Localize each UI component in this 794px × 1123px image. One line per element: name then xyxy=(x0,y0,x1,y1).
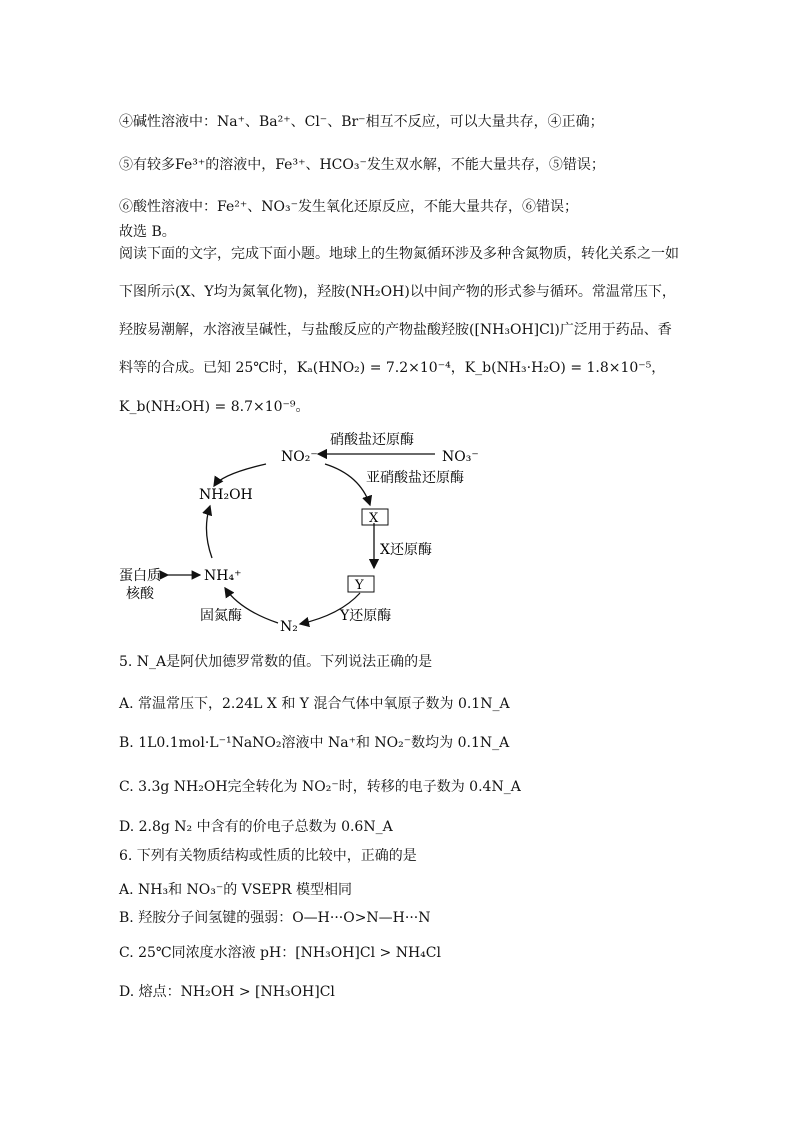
explanation-line-4: ④碱性溶液中：Na⁺、Ba²⁺、Cl⁻、Br⁻相互不反应，可以大量共存，④正确； xyxy=(119,114,604,130)
q6-stem: 6. 下列有关物质结构或性质的比较中，正确的是 xyxy=(119,848,417,864)
nh2oh-label: NH₂OH xyxy=(199,487,253,503)
nitrite-reductase-label: 亚硝酸盐还原酶 xyxy=(366,470,464,486)
q5-stem: 5. N_A是阿伏加德罗常数的值。下列说法正确的是 xyxy=(119,654,433,670)
n2-label: N₂ xyxy=(280,619,298,635)
y-reductase-label: Y还原酶 xyxy=(340,608,392,624)
arrow-no2-to-x xyxy=(325,464,370,505)
passage-line-2: 下图所示(X、Y均为氮氧化物)，羟胺(NH₂OH)以中间产物的形式参与循环。常温常压下， xyxy=(119,284,676,300)
q5-option-c: C. 3.3g NH₂OH完全转化为 NO₂⁻时，转移的电子数为 0.4N_A xyxy=(119,779,521,795)
nitrogenase-label: 固氮酶 xyxy=(200,608,242,624)
no3-label: NO₃⁻ xyxy=(442,449,479,465)
explanation-line-6: ⑥酸性溶液中：Fe²⁺、NO₃⁻发生氧化还原反应，不能大量共存，⑥错误； xyxy=(119,199,578,215)
q6-option-c: C. 25℃同浓度水溶液 pH：[NH₃OH]Cl > NH₄Cl xyxy=(119,945,441,961)
protein-label: 蛋白质 xyxy=(119,568,161,584)
q6-option-b: B. 羟胺分子间氢键的强弱：O—H···O>N—H···N xyxy=(119,910,431,926)
q6-option-a: A. NH₃和 NO₃⁻的 VSEPR 模型相同 xyxy=(119,882,353,898)
conclusion-line: 故选 B。 xyxy=(119,224,176,240)
nucleic-acid-label: 核酸 xyxy=(126,586,154,602)
nh4-label: NH₄⁺ xyxy=(204,568,242,584)
y-box-label: Y xyxy=(355,578,364,593)
passage-line-3: 羟胺易潮解，水溶液呈碱性，与盐酸反应的产物盐酸羟胺([NH₃OH]Cl)广泛用于药品、香 xyxy=(119,322,672,338)
nitrate-reductase-label: 硝酸盐还原酶 xyxy=(330,432,414,448)
no2-label: NO₂⁻ xyxy=(281,449,318,465)
passage-line-1: 阅读下面的文字，完成下面小题。地球上的生物氮循环涉及多种含氮物质，转化关系之一如 xyxy=(119,246,679,262)
passage-line-5: K_b(NH₂OH) = 8.7×10⁻⁹。 xyxy=(119,399,310,415)
arrow-nh4-to-nh2oh xyxy=(206,506,212,558)
q5-option-a: A. 常温常压下，2.24L X 和 Y 混合气体中氧原子数为 0.1N_A xyxy=(119,696,510,712)
nitrogen-cycle-diagram xyxy=(0,420,794,660)
q6-option-d: D. 熔点：NH₂OH > [NH₃OH]Cl xyxy=(119,984,335,1000)
arrow-nh2oh-to-no2 xyxy=(214,464,266,486)
q5-option-d: D. 2.8g N₂ 中含有的价电子总数为 0.6N_A xyxy=(119,819,393,835)
passage-line-4: 料等的合成。已知 25℃时，Kₐ(HNO₂) = 7.2×10⁻⁴，K_b(NH₃·H₂O) = 1.8×10⁻⁵， xyxy=(119,360,666,376)
x-box-label: X xyxy=(369,511,379,526)
q5-option-b: B. 1L0.1mol·L⁻¹NaNO₂溶液中 Na⁺和 NO₂⁻数均为 0.1N_A xyxy=(119,735,510,751)
x-reductase-label: X还原酶 xyxy=(380,542,432,558)
explanation-line-5: ⑤有较多Fe³⁺的溶液中，Fe³⁺、HCO₃⁻发生双水解，不能大量共存，⑤错误； xyxy=(119,157,605,173)
